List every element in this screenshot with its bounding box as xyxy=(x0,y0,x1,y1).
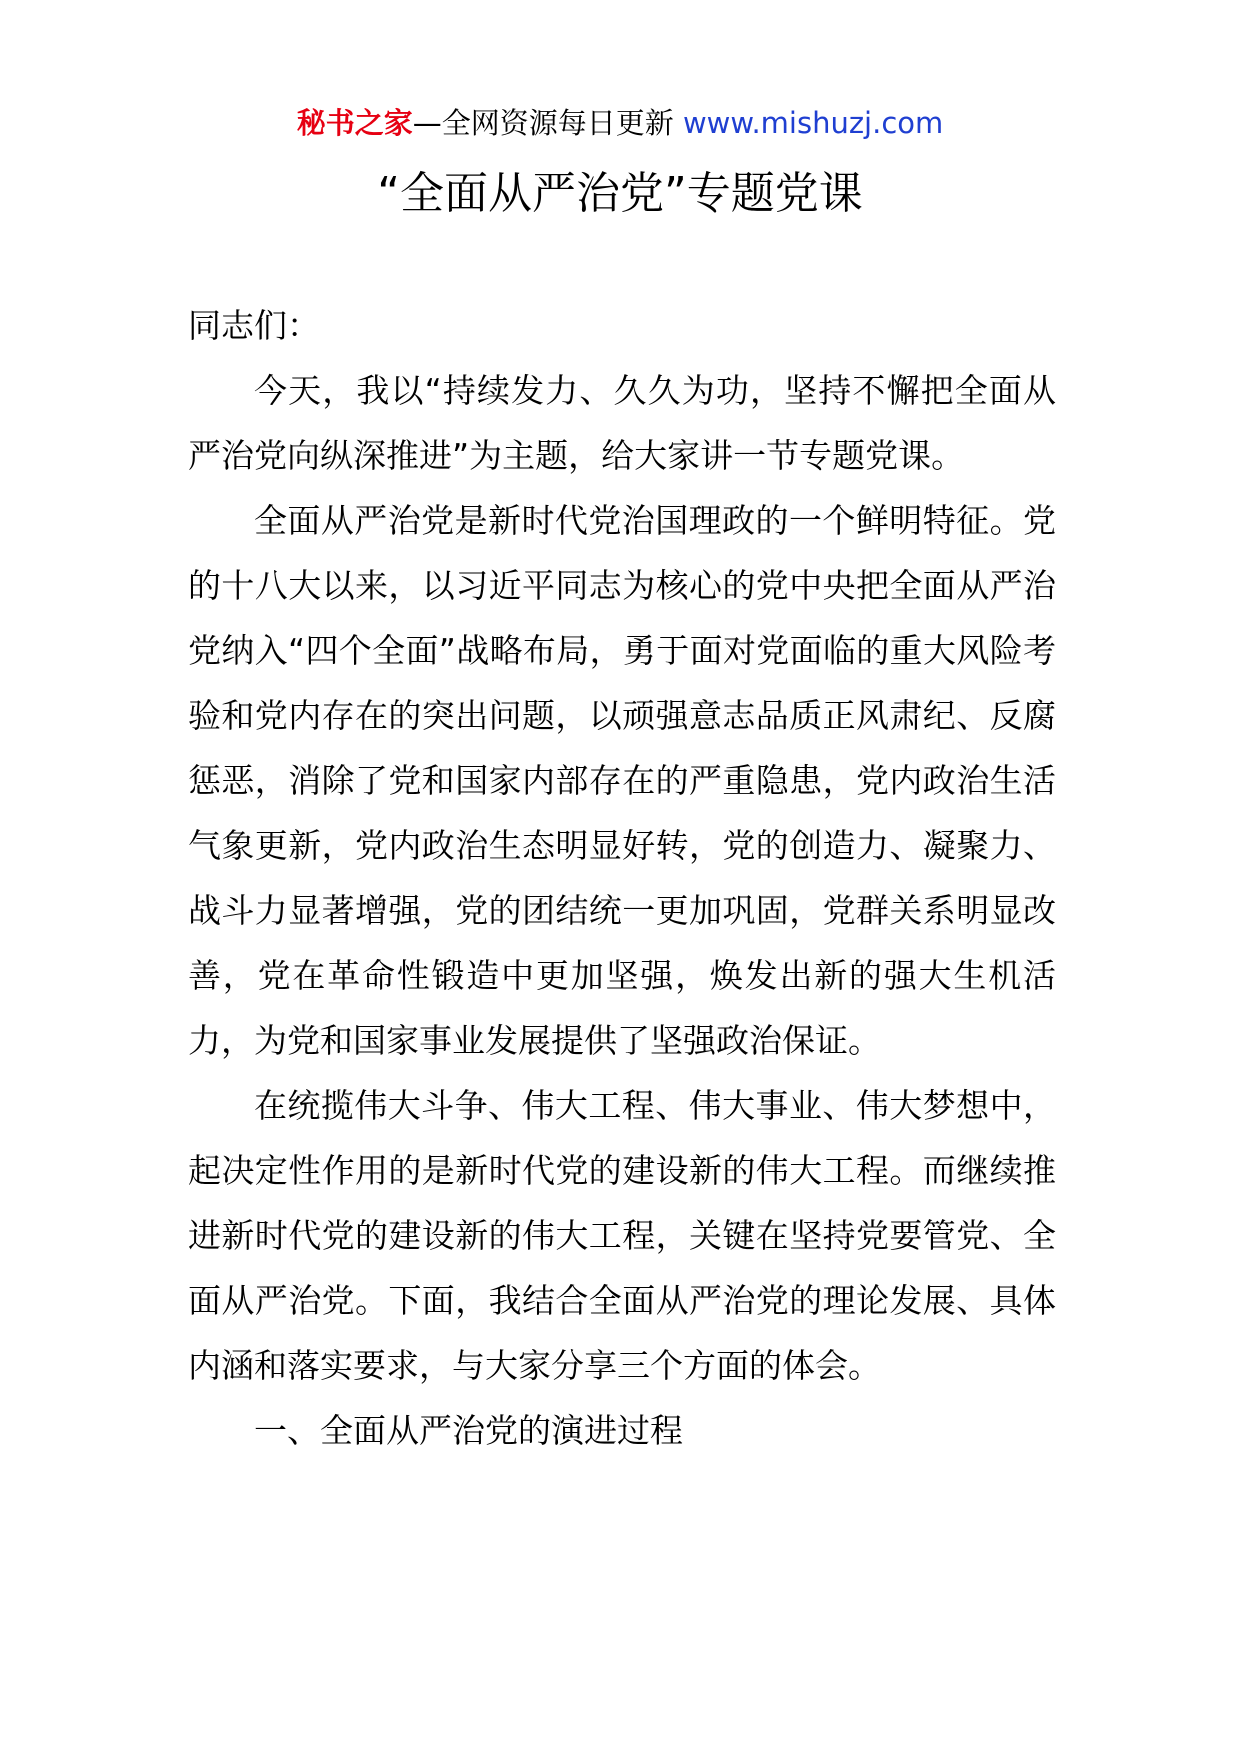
document-title: “全面从严治党”专题党课 xyxy=(377,168,863,219)
site-tagline: —全网资源每日更新 xyxy=(412,106,674,140)
section-heading: 一、全面从严治党的演进过程 xyxy=(254,1411,683,1450)
site-url-link[interactable]: www.mishuzj.com xyxy=(682,106,944,140)
site-brand: 秘书之家 xyxy=(296,106,413,140)
salutation: 同志们： xyxy=(188,306,320,345)
site-header xyxy=(0,100,1240,146)
paragraph-1: 今天，我以“持续发力、久久为功，坚持不懈把全面从严治党向纵深推进”为主题，给大家讲一节专题党课。 xyxy=(188,371,1056,475)
paragraph-3: 在统揽伟大斗争、伟大工程、伟大事业、伟大梦想中，起决定性作用的是新时代党的建设新的伟大工程。而继续推进新时代党的建设新的伟大工程，关键在坚持党要管党、全面从严治党。下面，我结合全面从严治党的理论发展、具体内涵和落实要求，与大家分享三个方面的体会。 xyxy=(188,1086,1056,1385)
document-body xyxy=(188,293,1056,1463)
paragraph-2: 全面从严治党是新时代党治国理政的一个鲜明特征。党的十八大以来，以习近平同志为核心的党中央把全面从严治党纳入“四个全面”战略布局，勇于面对党面临的重大风险考验和党内存在的突出问题，以顽强意志品质正风肃纪、反腐惩恶，消除了党和国家内部存在的严重隐患，党内政治生活气象更新，党内政治生态明显好转，党的创造力、凝聚力、战斗力显著增强，党的团结统一更加巩固，党群关系明显改善，党在革命性锻造中更加坚强，焕发出新的强大生机活力，为党和国家事业发展提供了坚强政治保证。 xyxy=(188,501,1056,1060)
